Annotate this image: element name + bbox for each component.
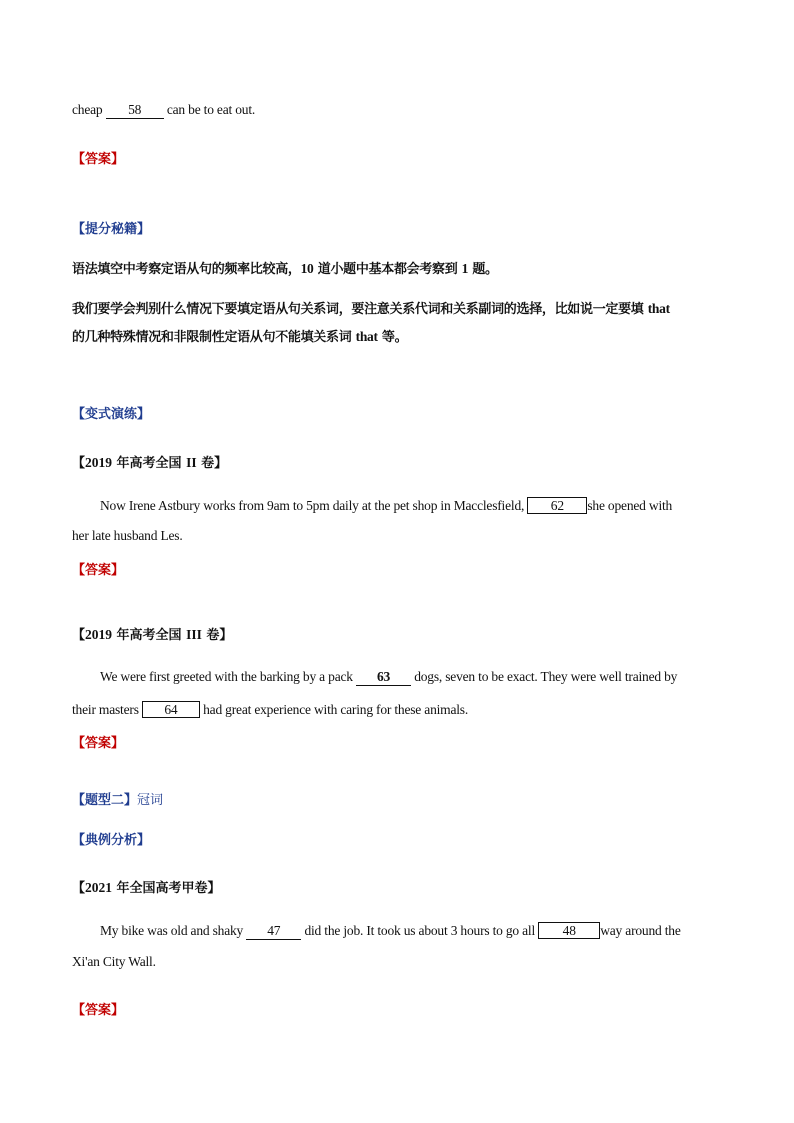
tips-paragraph-2-line-1: 我们要学会判别什么情况下要填定语从句关系词，要注意关系代词和关系副词的选择，比如说一定要填 that <box>72 301 670 317</box>
q1-source: 【2019 年高考全国 II 卷】 <box>72 455 228 471</box>
q3-line-2: Xi'an City Wall. <box>72 954 156 969</box>
q3-source: 【2021 年全国高考甲卷】 <box>72 880 221 896</box>
tips-paragraph-2-line-2: 的几种特殊情况和非限制性定语从句不能填关系词 that 等。 <box>72 329 408 345</box>
q1-line-1: Now Irene Astbury works from 9am to 5pm daily at the pet shop in Macclesfield, 62 she opened with <box>100 498 673 513</box>
q2-line-2: their masters 64 had great experience with caring for these animals. <box>72 702 469 717</box>
blank-48[interactable]: 48 <box>538 922 600 939</box>
answer-label-3: 【答案】 <box>72 736 125 751</box>
q3-line-1: My bike was old and shaky 47 did the job. It took us about 3 hours to go all 48 way around the <box>100 923 681 938</box>
blank-62[interactable]: 62 <box>527 497 587 514</box>
example-label: 【典例分析】 <box>72 833 151 848</box>
q2-line-1: We were first greeted with the barking by a pack 63 dogs, seven to be exact. They were well trained by <box>100 669 678 684</box>
practice-label: 【变式演练】 <box>72 407 151 422</box>
answer-label-2: 【答案】 <box>72 563 125 578</box>
intro-sentence: cheap 58 can be to eat out. <box>72 102 256 117</box>
blank-47[interactable]: 47 <box>246 923 301 940</box>
tips-paragraph-1: 语法填空中考察定语从句的频率比较高，10 道小题中基本都会考察到 1 题。 <box>72 261 498 277</box>
q2-source: 【2019 年高考全国 III 卷】 <box>72 627 233 643</box>
blank-58[interactable]: 58 <box>106 102 164 119</box>
tips-label: 【提分秘籍】 <box>72 222 151 237</box>
q1-line-2: her late husband Les. <box>72 528 183 543</box>
answer-label-4: 【答案】 <box>72 1003 125 1018</box>
type2-heading: 【题型二】冠词 <box>72 793 164 808</box>
blank-64[interactable]: 64 <box>142 701 200 718</box>
blank-63[interactable]: 63 <box>356 669 411 686</box>
answer-label-1: 【答案】 <box>72 152 125 167</box>
